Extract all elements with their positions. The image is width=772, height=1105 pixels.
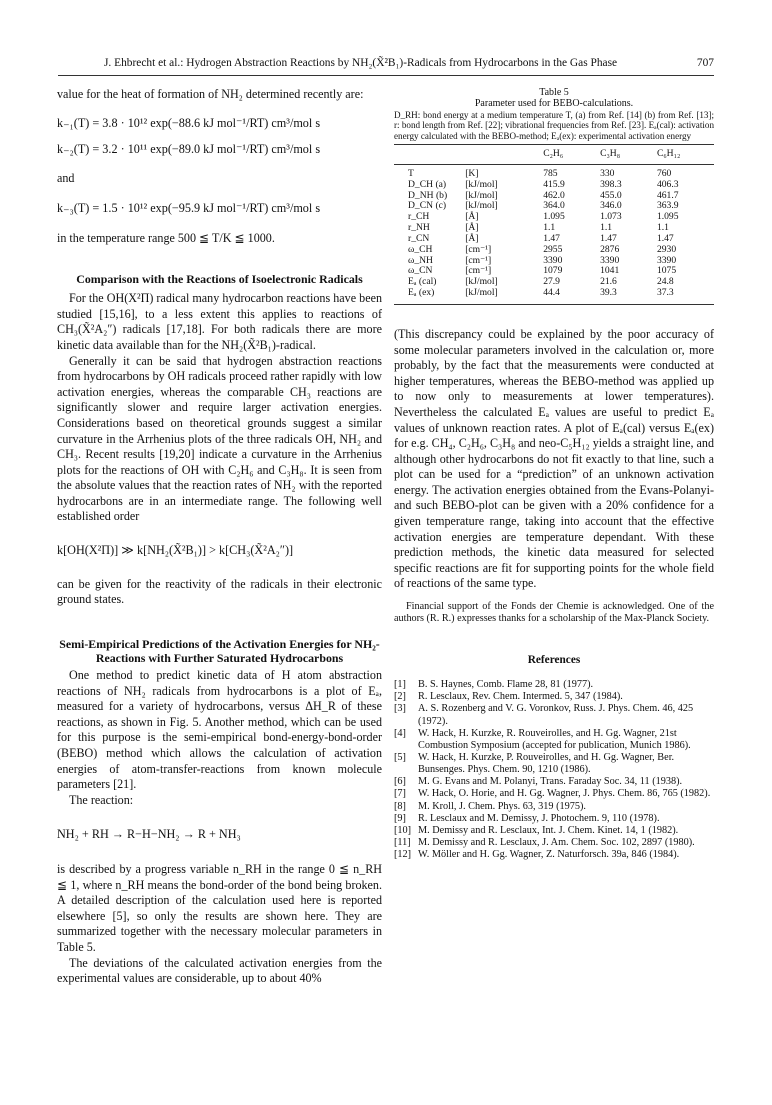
conjunction-text: and: [57, 170, 75, 185]
table-cell: 2955: [543, 243, 563, 255]
table-subtitle: Parameter used for BEBO-calculations.: [474, 98, 634, 109]
reference-text: M. G. Evans and M. Polanyi, Trans. Faraday Soc. 34, 11 (1938).: [418, 776, 683, 788]
reference-text: M. Demissy and R. Lesclaux, Int. J. Chem. Kinet. 14, 1 (1982).: [418, 824, 679, 836]
rate-equation-2: k₋₂(T) = 3.2 · 10¹¹ exp(−89.0 kJ mol⁻¹/RT) cm³/mol s: [57, 142, 321, 157]
table-cell: 1.47: [600, 232, 617, 244]
intro-text: value for the heat of formation of NH₂ determined recently are:: [57, 87, 364, 101]
table-cell: 406.3: [656, 178, 679, 190]
parameter-unit: [cm⁻¹]: [465, 265, 492, 277]
section-heading-semi-empirical: Semi-Empirical Predictions of the Activation Energies for NH₂-Reactions with Further Saturated Hydrocarbons: [59, 636, 380, 666]
parameter-symbol: ω_NH: [408, 254, 433, 266]
parameter-unit: [Å]: [465, 232, 479, 244]
table-row: [394, 245, 714, 256]
table-cell: 2930: [656, 243, 677, 255]
table-cell: 1.1: [543, 222, 556, 234]
reference-text: W. Hack, H. Kurzke, P. Rouveirolles, and H. Gg. Wagner, Ber. Bunsenges. Phys. Chem. 90, 1210 (1986).: [418, 751, 675, 776]
references-heading: References: [527, 654, 581, 667]
reference-text: M. Demissy and R. Lesclaux, J. Am. Chem. Soc. 102, 2897 (1980).: [418, 837, 695, 849]
page-number: 707: [696, 57, 714, 69]
parameter-symbol: r_NH: [408, 222, 430, 234]
paragraph: The deviations of the calculated activation energies from the experimental values are considerable, up to about 40%: [57, 955, 382, 986]
table-cell: 1041: [600, 265, 620, 277]
table-cell: 455.0: [600, 189, 622, 201]
table-cell: 1.095: [656, 211, 679, 223]
table-cell: 1.47: [656, 232, 674, 244]
table-cell: 21.6: [600, 276, 617, 288]
table-cell: 364.0: [543, 200, 565, 212]
section-heading-isoelectronic: Comparison with the Reactions of Isoelectronic Radicals: [76, 271, 363, 286]
column-header: C₆H₁₂: [657, 145, 714, 165]
parameter-unit: [kJ/mol]: [465, 178, 498, 190]
reference-number: [2]: [394, 691, 406, 703]
table-cell: 1079: [543, 265, 563, 277]
table-cell: 37.3: [657, 288, 714, 304]
reference-item: [394, 825, 714, 837]
paragraph: (This discrepancy could be explained by the poor accuracy of some molecular parameters involved in the calculation or, more probably, by the fact that the measurements were conducted at higher temperatures, whereas the BEBO-method was applied up to now only to measurements at lower temperatures). Nevertheless the calculated Eₐ values are useful to predict Eₐ values of unknown reaction rates. A plot of Eₐ(cal) versus Eₐ(ex) for e.g. CH₄, C₂H₆, C₃H₈ and neo-C₅H₁₂ yields a straight line, and although other hydrocarbons do not fit exactly to that line, such a plot can be used for a “prediction” of an unknown activation energy. The activation energies obtained from the Evans-Polanyi- and such BEBO-plot can be given with a 20% confidence for a given temperature range, taking into account that the effective activation energies are temperature dependant. With these prediction methods, the kinetic data measured for selected specific reactions are fit for supporting points for the whole field of reactions of the same type.: [394, 326, 714, 591]
table-cell: 3390: [600, 254, 620, 266]
table-caption: D_RH: bond energy at a medium temperature T, (a) from Ref. [14] (b) from Ref. [13]; r: bond length from Ref. [22]; vibrational frequencies from Ref. [23]. Eₐ(cal): activation energy calculated with the BEBO-method; Eₐ(ex): experimental activation energy: [394, 110, 714, 141]
parameter-symbol: Eₐ (ex): [394, 288, 465, 304]
reference-number: [5]: [394, 751, 406, 763]
table-row: [394, 164, 714, 179]
table-cell: 1.1: [656, 222, 669, 234]
reference-item: [394, 752, 714, 776]
reference-number: [4]: [394, 727, 406, 739]
parameter-unit: [cm⁻¹]: [465, 254, 492, 266]
acknowledgement: Financial support of the Fonds der Chemie is acknowledged. One of the authors (R. R.) expresses thanks for a scholarship of the Max-Planck Society.: [394, 601, 714, 625]
parameter-unit: [kJ/mol]: [465, 189, 498, 201]
table-cell: 44.4: [543, 288, 600, 304]
table-cell: 39.3: [600, 288, 657, 304]
parameter-table: [394, 144, 714, 305]
table-cell: 462.0: [543, 189, 565, 201]
reference-text: W. Möller and H. Gg. Wagner, Z. Naturforsch. 39a, 846 (1984).: [418, 849, 680, 861]
table-cell: 27.9: [543, 276, 560, 288]
paragraph: The reaction:: [69, 792, 134, 807]
table-title: Table 5: [539, 87, 569, 98]
table-cell: 24.8: [656, 276, 674, 288]
reference-number: [11]: [394, 837, 411, 849]
table-row: [394, 288, 714, 304]
reference-item: [394, 703, 714, 727]
table-cell: 1.095: [543, 211, 565, 223]
right-column: [394, 87, 714, 861]
reference-item: [394, 837, 714, 849]
table-cell: 346.0: [600, 200, 622, 212]
reference-text: B. S. Haynes, Comb. Flame 28, 81 (1977).: [418, 679, 594, 691]
reference-text: A. S. Rozenberg and V. G. Voronkov, Russ. J. Phys. Chem. 46, 425 (1972).: [418, 703, 694, 727]
paragraph: can be given for the reactivity of the radicals in their electronic ground states.: [57, 576, 382, 607]
table-cell: 415.9: [543, 178, 565, 190]
reference-text: R. Lesclaux and M. Demissy, J. Photochem. 9, 110 (1978).: [418, 812, 660, 824]
reaction-equation: NH₂ + RH → R−H−NH₂ → R + NH₃: [57, 827, 241, 842]
table-cell: 3390: [656, 254, 677, 266]
table-row: [394, 180, 714, 191]
parameter-symbol: ω_CN: [408, 265, 433, 277]
parameter-symbol: r_CN: [408, 232, 430, 244]
parameter-unit: [kJ/mol]: [465, 200, 498, 212]
table-cell: 398.3: [600, 178, 622, 190]
reference-number: [9]: [394, 812, 406, 824]
table-cell: 1.1: [600, 222, 613, 234]
parameter-unit: [cm⁻¹]: [465, 243, 492, 255]
reference-number: [1]: [394, 679, 406, 691]
table-cell: 760: [656, 167, 672, 179]
parameter-unit: [K]: [465, 167, 479, 179]
table-cell: 2876: [600, 243, 620, 255]
reference-text: M. Kroll, J. Chem. Phys. 63, 319 (1975).: [418, 800, 586, 812]
column-header: C₂H₆: [543, 145, 600, 165]
table-cell: 363.9: [656, 200, 679, 212]
reference-text: R. Lesclaux, Rev. Chem. Intermed. 5, 347 (1984).: [418, 691, 623, 703]
paragraph: Generally it can be said that hydrogen abstraction reactions from hydrocarbons by OH radicals proceed rather rapidly with low activation energies, whereas the comparable CH₃ reactions are significantly slower and require larger activation energies. Considerations based on theoretical grounds suggest a similar curvature in the Arrhenius plots of the three radicals OH, NH₂ and CH₃. Recent results [19,20] indicate a curvature in the Arrhenius plots for the reactions of OH with C₂H₆ and C₃H₈. It is seen from the absolute values that the reaction rates of NH₂ with the reported hydrocarbons are in an intermediate range. The following well established order: [57, 353, 382, 524]
table-cell: 330: [600, 167, 615, 179]
rate-equation-3: k₋₃(T) = 1.5 · 10¹² exp(−95.9 kJ mol⁻¹/RT) cm³/mol s: [57, 201, 321, 216]
parameter-symbol: Eₐ (cal): [408, 276, 437, 288]
parameter-unit: [kJ/mol]: [465, 288, 543, 304]
parameter-symbol: D_CN (c): [408, 200, 447, 212]
parameter-symbol: ω_CH: [408, 243, 433, 255]
paragraph: is described by a progress variable n_RH in the range 0 ≦ n_RH ≦ 1, where n_RH means the bond-order of the bond being broken. A detailed description of the calculation used here is reported elsewhere [5], so only the results are shown here. They are summarized together with the necessary molecular parameters in Table 5.: [57, 861, 382, 954]
reference-item: [394, 788, 714, 800]
left-column: [57, 87, 382, 987]
reference-item: [394, 813, 714, 825]
reference-text: W. Hack, O. Horie, and H. Gg. Wagner, J. Phys. Chem. 86, 765 (1982).: [418, 788, 711, 800]
reference-number: [3]: [394, 703, 406, 715]
table-cell: 1.073: [600, 211, 622, 223]
paragraph: One method to predict kinetic data of H atom abstraction reactions of NH₂ radicals from hydrocarbons is a plot of Eₐ, measured for a variety of hydrocarbons, versus ΔH_R of these reactions, as shown in Fig. 5. Another method, which can be used for this purpose is the semi-empirical bond-energy-bond-order (BEBO) method which allows the calculation of activation energies of atom-transfer-reactions from known molecule parameters [21].: [57, 668, 382, 792]
parameter-symbol: T: [408, 167, 414, 179]
reference-number: [7]: [394, 788, 406, 800]
table-5: [394, 87, 714, 305]
paragraph: For the OH(X²Π) radical many hydrocarbon reactions have been studied [15,16], to a less extent this applies to reactions of CH₃(X̃²A₂″) radicals [17,18]. For both radicals there are more kinetic data available than for the NH₂(X̃²B₁)-radical.: [57, 291, 382, 352]
reference-item: [394, 691, 714, 703]
rate-equation-1: k₋₁(T) = 3.8 · 10¹² exp(−88.6 kJ mol⁻¹/RT) cm³/mol s: [57, 115, 321, 130]
table-cell: 785: [543, 167, 558, 179]
parameter-symbol: D_NH (b): [408, 189, 448, 201]
table-cell: 1.47: [543, 232, 560, 244]
reference-number: [12]: [394, 849, 412, 861]
reference-number: [6]: [394, 776, 406, 788]
reference-number: [10]: [394, 824, 412, 836]
reference-number: [8]: [394, 800, 406, 812]
parameter-unit: [Å]: [465, 222, 479, 234]
reference-item: [394, 776, 714, 788]
reference-list: [394, 679, 714, 861]
table-cell: 461.7: [656, 189, 679, 201]
temperature-range-text: in the temperature range 500 ≦ T/K ≦ 1000.: [57, 230, 275, 245]
running-header: [58, 53, 714, 76]
table-cell: 3390: [543, 254, 563, 266]
reference-item: [394, 728, 714, 752]
reference-item: [394, 801, 714, 813]
reference-text: W. Hack, H. Kurzke, R. Rouveirolles, and H. Gg. Wagner, 21st Combustion Symposium (accepted for publication, Munich 1986).: [418, 727, 691, 751]
parameter-symbol: D_CH (a): [408, 178, 447, 190]
parameter-symbol: r_CH: [408, 211, 430, 223]
reference-item: [394, 849, 714, 861]
running-title: J. Ehbrecht et al.: Hydrogen Abstraction Reactions by NH₂(X̃²B₁)-Radicals from Hydrocarbons in the Gas Phase: [104, 57, 618, 69]
reactivity-order-equation: k[OH(X²Π)] ≫ k[NH₂(X̃²B₁)] > k[CH₃(X̃²A₂″)]: [57, 543, 294, 558]
table-cell: 1075: [656, 265, 677, 277]
reference-item: [394, 679, 714, 691]
parameter-unit: [kJ/mol]: [465, 276, 498, 288]
column-header: C₃H₈: [600, 145, 657, 165]
parameter-unit: [Å]: [465, 211, 479, 223]
